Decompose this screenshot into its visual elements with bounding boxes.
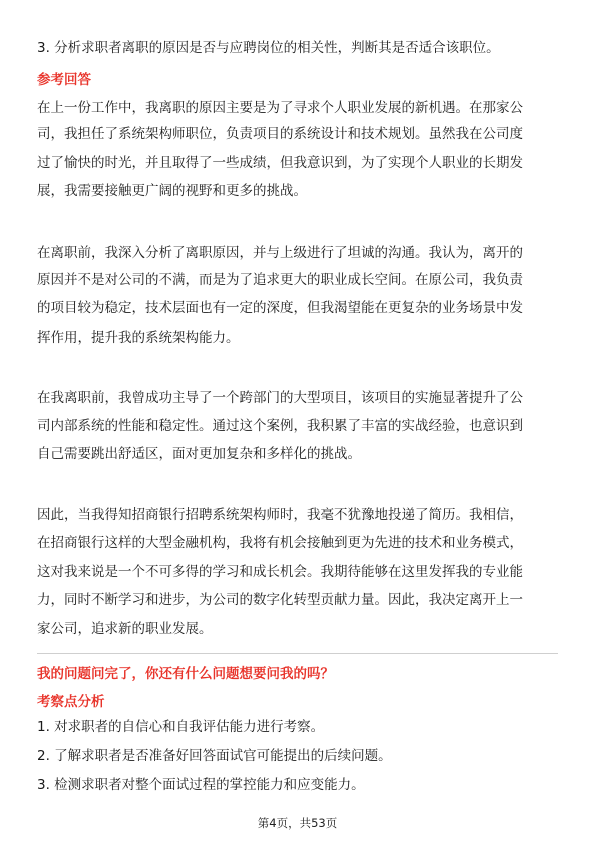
answer-p3-line3: 自己需要跳出舒适区，面对更加复杂和多样化的挑战。 [37, 446, 361, 462]
answer-p1-line3: 过了愉快的时光，并且取得了一些成绩，但我意识到，为了实现个人职业的长期发 [37, 155, 523, 171]
answer-p2-line2: 原因并不是对公司的不满，而是为了追求更大的职业成长空间。在原公司，我负责 [37, 272, 523, 288]
analysis-item-3: 3. 检测求职者对整个面试过程的掌控能力和应变能力。 [37, 777, 365, 793]
answer-p2-line1: 在离职前，我深入分析了离职原因，并与上级进行了坦诚的沟通。我认为，离开的 [37, 245, 523, 261]
answer-heading: 参考回答 [37, 72, 91, 88]
analysis-item-3-top: 3. 分析求职者离职的原因是否与应聘岗位的相关性，判断其是否适合该职位。 [37, 40, 500, 56]
question-heading: 我的问题问完了，你还有什么问题想要问我的吗？ [37, 666, 334, 682]
answer-p1-line1: 在上一份工作中，我离职的原因主要是为了寻求个人职业发展的新机遇。在那家公 [37, 100, 523, 116]
answer-p4-line2: 在招商银行这样的大型金融机构，我将有机会接触到更为先进的技术和业务模式， [37, 535, 523, 551]
section-divider [37, 653, 558, 654]
answer-p2-line4: 挥作用，提升我的系统架构能力。 [37, 330, 240, 346]
answer-p1-line2: 司，我担任了系统架构师职位，负责项目的系统设计和技术规划。虽然我在公司度 [37, 126, 523, 142]
analysis-heading: 考察点分析 [37, 694, 105, 710]
answer-p3-line1: 在我离职前，我曾成功主导了一个跨部门的大型项目，该项目的实施显著提升了公 [37, 390, 523, 406]
answer-p4-line1: 因此，当我得知招商银行招聘系统架构师时，我毫不犹豫地投递了简历。我相信， [37, 507, 523, 523]
answer-p4-line4: 力，同时不断学习和进步，为公司的数字化转型贡献力量。因此，我决定离开上一 [37, 592, 523, 608]
answer-p3-line2: 司内部系统的性能和稳定性。通过这个案例，我积累了丰富的实战经验，也意识到 [37, 418, 523, 434]
analysis-item-1: 1. 对求职者的自信心和自我评估能力进行考察。 [37, 719, 325, 735]
analysis-item-2: 2. 了解求职者是否准备好回答面试官可能提出的后续问题。 [37, 748, 392, 764]
answer-p4-line3: 这对我来说是一个不可多得的学习和成长机会。我期待能够在这里发挥我的专业能 [37, 564, 523, 580]
page-number: 第4页，共53页 [257, 816, 338, 830]
answer-p4-line5: 家公司，追求新的职业发展。 [37, 621, 213, 637]
answer-p1-line4: 展，我需要接触更广阔的视野和更多的挑战。 [37, 183, 307, 199]
answer-p2-line3: 的项目较为稳定，技术层面也有一定的深度，但我渴望能在更复杂的业务场景中发 [37, 300, 523, 316]
